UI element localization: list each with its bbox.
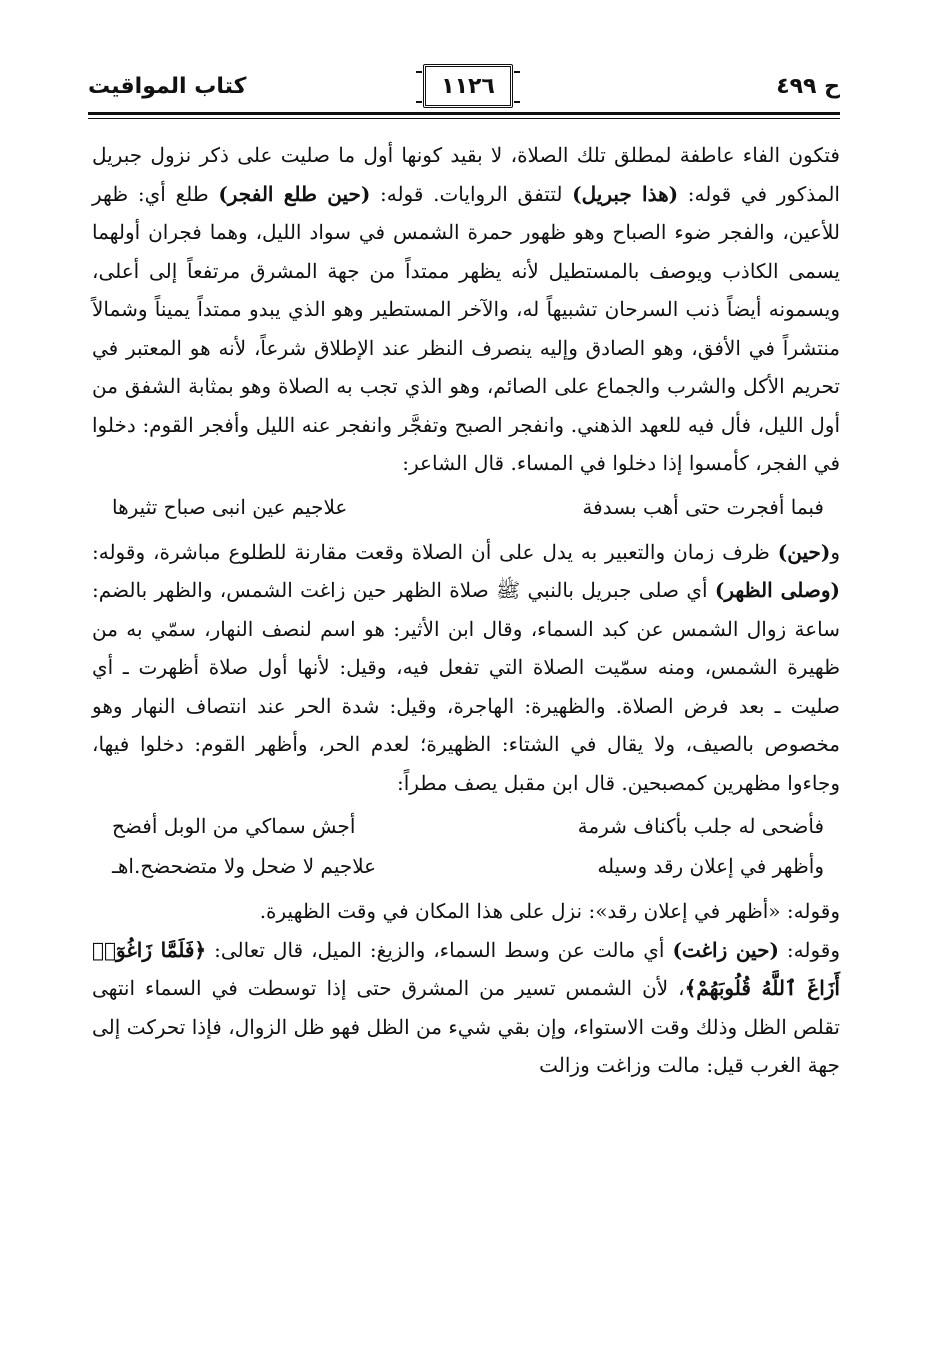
paragraph-explanation: وقوله: «أظهر في إعلان رقد»: نزل على هذا المكان في وقت الظهيرة. xyxy=(259,899,840,923)
verse-second-hemistich: علاجيم عين انبى صباح تثيرها xyxy=(112,494,348,519)
paragraph-fajr: فتكون الفاء عاطفة لمطلق تلك الصلاة، لا بقيد كونها أول ما صليت على ذكر نزول جبريل المذكور في قوله: (هذا جبريل) لتتفق الروايات. قوله: (حين طلع الفجر) طلع أي: ظهر للأعين، والفجر ضوء الصباح وهو ظهور حمرة الشمس في سواد الليل، وهما فجران أولهما يسمى الكاذب ويوصف بالمستطيل لأنه يظهر ممتداً من جهة المشرق مرتفعاً إلى أعلى، ويسمونه أيضاً ذنب السرحان تشبيهاً له، والآخر المستطير وهو الذي يبدو ممتداً يميناً وشمالاً منتشراً في الأفق، وهو الصادق وإليه ينصرف النظر عند الإطلاق شرعاً، لأنه هو المعتبر في تحريم الأكل والشرب والجماع على الصائم، وهو الذي تجب به الصلاة وهو بمثابة الشفق من أول الليل، فأل فيه للعهد الذهني. وانفجر الصبح وتفجَّر وانفجر عنه الليل وأفجر القوم: دخلوا في الفجر، كأمسوا إذا دخلوا في المساء. قال الشاعر: xyxy=(92,143,840,475)
poem-verse xyxy=(92,487,840,527)
verse-second-hemistich: أجش سماكي من الوبل أفضح xyxy=(112,814,356,838)
header-rule xyxy=(88,112,840,115)
page-number-frame xyxy=(423,64,513,108)
paragraph-dhuhr: و(حين) ظرف زمان والتعبير به يدل على أن الصلاة وقعت مقارنة للطلوع مباشرة، وقوله: (وصلى الظهر) أي صلى جبريل بالنبي ﷺ صلاة الظهر حين زاغت الشمس، والظهر بالضم: ساعة زوال الشمس عن كبد السماء، وقال ابن الأثير: هو اسم لنصف النهار، سمّي به من ظهيرة الشمس، ومنه سمّيت الصلاة التي تفعل فيه، وقيل: لأنها أول صلاة أظهرت ـ أي صليت ـ بعد فرض الصلاة. والظهيرة: الهاجرة، وقيل: شدة الحر عند انتصاف النهار وهو مخصوص بالصيف، ولا يقال في الشتاء: الظهيرة؛ لعدم الحر، وأظهر القوم: دخلوا فيها، وجاءوا مظهرين كمصبحين. قال ابن مقبل يصف مطراً: xyxy=(92,539,840,795)
verse-first-hemistich: فأضحى له جلب بأكناف شرمة xyxy=(577,814,824,838)
poem-verse xyxy=(92,846,840,886)
bold-term: (وصلى الظهر) xyxy=(714,578,840,602)
page-number: ١١٢٦ xyxy=(441,73,495,99)
verse-first-hemistich: وأظهر في إعلان رقد وسيله xyxy=(597,854,824,878)
verse-second-hemistich: علاجيم لا ضحل ولا متضحضح.اهـ xyxy=(112,854,377,878)
body-text xyxy=(92,136,840,1085)
header-rule-thin xyxy=(88,118,840,119)
verse-first-hemistich: فبما أفجرت حتى أهب بسدفة xyxy=(582,494,824,519)
bold-term: (هذا جبريل) xyxy=(572,181,679,206)
bold-term: (حين) xyxy=(777,539,831,564)
bold-term: (حين زاغت) xyxy=(672,937,779,962)
poem-verse xyxy=(92,806,840,846)
book-title: كتاب المواقيت xyxy=(88,74,247,99)
hadith-reference: ح ٤٩٩ xyxy=(776,74,840,99)
paragraph-zawal: وقوله: (حين زاغت) أي مالت عن وسط السماء، والزيغ: الميل، قال تعالى: ﴿فَلَمَّا زَاغُوٓا۟ أَزَاغَ ٱللَّهُ قُلُوبَهُمْ﴾، لأن الشمس تسير من المشرق حتى إذا توسطت في السماء انتهى تقلص الظل وذلك وقت الاستواء، وإن بقي شيء من الظل فهو ظل الزوال، فإذا تحركت إلى جهة الغرب قيل: مالت وزاغت وزالت xyxy=(92,937,840,1077)
poem-verses xyxy=(92,806,840,886)
bold-term: (حين طلع الفجر) xyxy=(218,181,371,206)
quran-verse: ﴿فَلَمَّا زَاغُوٓا۟ أَزَاغَ ٱللَّهُ قُلُوبَهُمْ﴾ xyxy=(92,937,840,1000)
page-header xyxy=(88,62,840,114)
